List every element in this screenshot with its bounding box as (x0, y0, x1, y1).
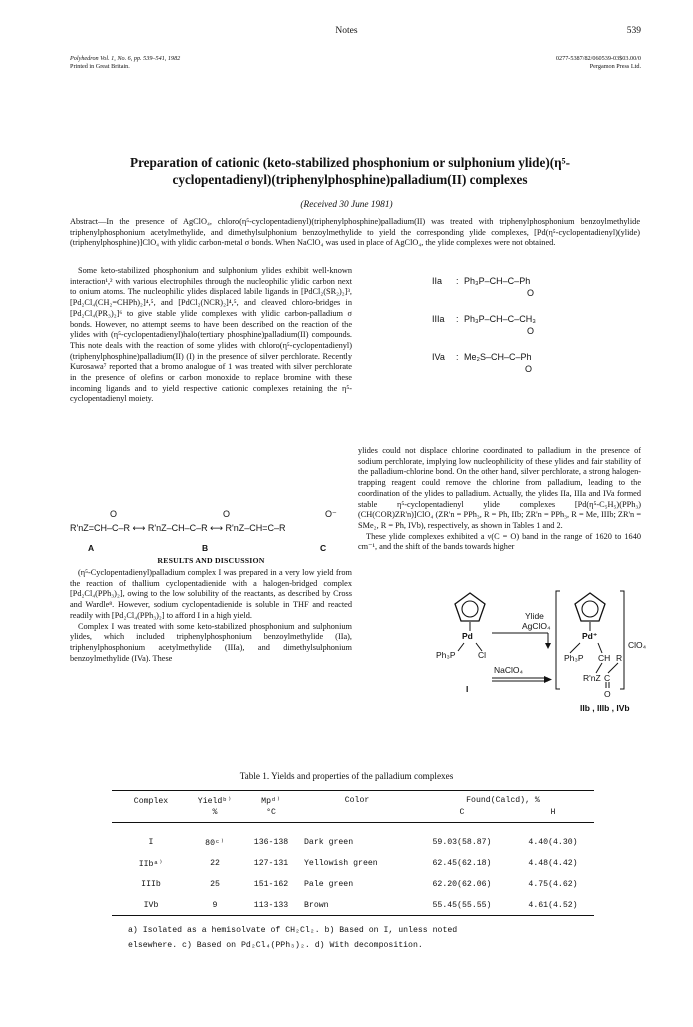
table-footnotes (128, 923, 598, 953)
carbonyl-o-a: O (110, 509, 118, 519)
article-title (60, 154, 640, 188)
journal-citation: Polyhedron Vol. 1, No. 6, pp. 539–541, 1982 (70, 55, 181, 62)
reagent-agclo4: AgClO₄ (522, 621, 551, 631)
table-caption: Table 1. Yields and properties of the palladium complexes (239, 771, 454, 781)
unit-yield: % (212, 807, 218, 817)
ylide-iia: IIa : Ph₃P–CH–C–Ph O (432, 276, 535, 298)
col-header-color: Color (344, 795, 370, 805)
resonance-label-b: B (202, 543, 209, 553)
carbonyl-o-b: O (223, 509, 231, 519)
resonance-structures (70, 509, 352, 555)
ligand-ch: CH (598, 653, 611, 663)
ligand-r: R (616, 653, 623, 663)
section-heading: RESULTS AND DISCUSSION (157, 556, 265, 565)
ligand-ph3p-left: Ph₃P (436, 650, 456, 660)
ligand-c: C (604, 673, 611, 683)
ylide-iiia: IIIa : Ph₃P–CH–C–CH₃ O (432, 314, 536, 336)
table-1 (112, 794, 594, 916)
table-row: IVb 9 113-133 Brown 55.45(55.55) 4.61(4.52) (143, 901, 578, 910)
table-rule-top (112, 790, 594, 791)
body-paragraph: Complex I was treated with some keto-stabilized phosphonium and sulphonium ylides, which included triphenylphosphonium benzoylmethylide (IIa), triphenylphosphonium acetylmethylide (IIIa), and dimethylsulphonium benzoylmethylide (IVa). These (70, 621, 352, 663)
ylide-structures (432, 270, 642, 374)
scheme-labels (430, 585, 650, 715)
body-paragraph: (η⁵-Cyclopentadienyl)palladium complex I was prepared in a very low yield from the reaction of thallium cyclopentadienide with a halogen-bridged complex [Pd₂Cl₄(PPh₃)₂], owing to the low solubility of the reactants, as described by Cross and Wardle⁸. However, sodium cyclopentadienide is soluble in THF and reacted readily with [Pd₂Cl₄(PPh₃)₂] to afford I in a high yield. (70, 568, 352, 620)
label-start-complex: I (466, 684, 469, 694)
col-header-found: Found(Calcd), % (466, 795, 540, 805)
ylide-iva: IVa : Me₂S–CH–C–Ph O (432, 352, 533, 374)
footnote-line-2: elsewhere. c) Based on Pd₂Cl₄(PPh₃)₂. d) With decomposition. (128, 941, 423, 950)
body-paragraph: These ylide complexes exhibited a ν(C = O) band in the range of 1620 to 1640 cm⁻¹, and the shift of the bands towards higher (358, 531, 641, 552)
enolate-o-c: O⁻ (325, 509, 337, 519)
title-line-2: cyclopentadienyl)(triphenylphosphine)palladium(II) complexes (172, 172, 528, 187)
resonance-label-a: A (88, 543, 95, 553)
table-row: I 80ᶜ⁾ 136-138 Dark green 59.03(58.87) 4.40(4.30) (148, 838, 578, 848)
col-header-mp: Mpᵈ⁾ (261, 796, 281, 806)
table-row: IIbᵃ⁾ 22 127-131 Yellowish green 62.45(62.18) 4.48(4.42) (138, 859, 578, 869)
sub-header-h: H (550, 807, 556, 817)
ligand-o: O (604, 689, 611, 699)
journal-code: 0277-5387/82/060539-03$03.00/0 (555, 55, 641, 62)
left-column-para-1 (70, 266, 352, 405)
unit-mp: °C (266, 807, 276, 817)
col-header-complex: Complex (133, 797, 169, 806)
sub-header-c: C (459, 807, 465, 817)
pd-right: Pd⁺ (582, 631, 598, 641)
right-column-body (358, 446, 641, 553)
resonance-label-c: C (320, 543, 327, 553)
pd-left: Pd (462, 631, 473, 641)
body-paragraph: Some keto-stabilized phosphonium and sulphonium ylides exhibit well-known interaction¹,² with various electrophiles through the nucleophilic ylidic carbon next to onium atoms. The nucleophilic ylides displaced labile ligands in [PdCl₂(SR₂)₂]³, [Pd₂Cl₄(CH₂=CHPh)₂]⁴,⁵, and [PdCl₂(NCR)₂]⁴,⁵, and cleaved chloro-bridges in [Pd₂Cl₄(PR₃)₂]⁶ to give stable ylide complexes with ylidic carbon-palladium σ bonds. However, no attempt seems to have been described on the reaction of the ylides with (η⁵-cyclopentadienyl)halo(tertiary phosphine)palladium(II) compounds. This note deals with the reaction of some ylides with chloro(η⁵-cyclopentadienyl)(triphenylphosphine)palladium(II) (I) in the presence of silver perchlorate. Recently Kurosawa⁷ reported that a bromo analogue of 1 was treated with silver perchlorate in the presence of olefins or carbon monoxide to replace bromine with these incoming ligands and to yield respective cationic complexes retaining the η⁵-cyclopentadienyl moiety. (70, 266, 352, 404)
page-number: 539 (626, 26, 641, 36)
label-product-complexes: IIb , IIIb , IVb (580, 703, 630, 713)
anion-clo4: ClO₄ (628, 640, 647, 650)
abstract: Abstract—In the presence of AgClO₄, chloro(η⁵-cyclopentadienyl)(triphenylphosphine)palladium(II) was treated with triphenylphosphonium benzoylmethylide triphenylphosphonium acetylmethylide, and dimethylsulphonium benzoylmethylide to yield the corresponding ylide complexes, [Pd(η⁵-cyclopentadienyl)(ylide)(triphenylphosphine)]ClO₄ with ylidic carbon-metal σ bonds. When NaClO₄ was used in place of AgClO₄, the ylide complexes were not obtained. (70, 217, 640, 248)
reagent-ylide: Ylide (525, 611, 544, 621)
body-paragraph: ylides could not displace chlorine coordinated to palladium in the presence of sodium perchlorate, implying low nucleophilicity of these ylides and fair stability of the palladium-chlorine bond. On the other hand, silver perchlorate, a strong halogen-trapping reagent could remove the chlorine from palladium, leading to the coordination of the ylides to palladium. Actually, the ylides IIa, IIIa and IVa formed stable η⁵-cyclopentadienyl ylide complexes [Pd(η⁵-C₅H₅)(PPh₃)(CH(COR)ZR'n)]ClO₄ (ZR'n = PPh₃, R = Ph, IIb; ZR'n = PPh₃, R = Me, IIIb; ZR'n = SMe₂, R = Ph, IVb), respectively, as shown in Tables 1 and 2. (358, 446, 641, 530)
journal-publisher: Pergamon Press Ltd. (589, 63, 641, 70)
running-head-section: Notes (335, 26, 358, 36)
table-row: IIIb 25 151-162 Pale green 62.20(62.06) 4.75(4.62) (141, 880, 578, 889)
journal-printed: Printed in Great Britain. (70, 63, 130, 70)
left-column-body (70, 568, 352, 664)
footnote-line-1: a) Isolated as a hemisolvate of CH₂Cl₂. b) Based on I, unless noted (128, 926, 458, 935)
table-units-row (112, 806, 594, 818)
ligand-cl: Cl (478, 650, 487, 660)
received-date: (Received 30 June 1981) (300, 200, 393, 210)
table-header-row (112, 794, 594, 806)
reagent-naclo4: NaClO₄ (494, 665, 523, 675)
title-line-1: Preparation of cationic (keto-stabilized phosphonium or sulphonium ylide)(η⁵- (130, 155, 570, 170)
resonance-formula: R'nZ=CH–C–R ⟷ R'nZ–CH–C–R ⟷ R'nZ–CH=C–R (70, 523, 286, 533)
col-header-yield: Yieldᵇ⁾ (197, 796, 233, 806)
ligand-ph3p-right: Ph₃P (564, 653, 584, 663)
ligand-rnz: R'nZ (583, 673, 601, 683)
